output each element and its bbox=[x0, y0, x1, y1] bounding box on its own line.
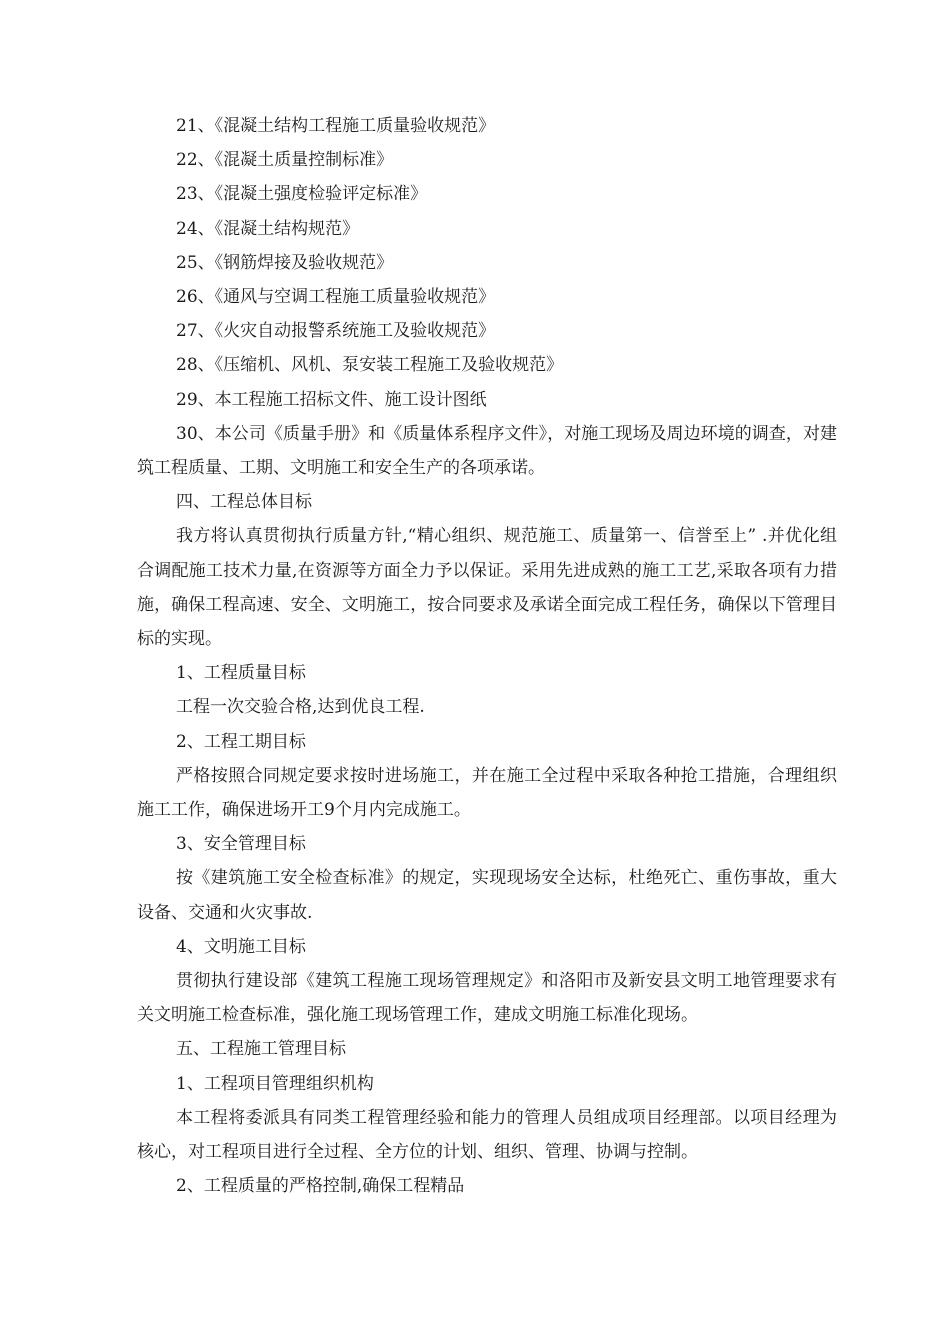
reference-item-26: 26、《通风与空调工程施工质量验收规范》 bbox=[176, 287, 496, 308]
reference-item-21: 21、《混凝土结构工程施工质量验收规范》 bbox=[176, 116, 496, 136]
reference-item-27: 27、《火灾自动报警系统施工及验收规范》 bbox=[176, 321, 496, 342]
body-paragraph: 按《建筑施工安全检查标准》的规定，实现现场安全达标，杜绝死亡、重伤事故，重大设备、交通和火灾事故. bbox=[137, 868, 837, 923]
reference-item-22: 22、《混凝土质量控制标准》 bbox=[176, 150, 394, 171]
body-paragraph: 本工程将委派具有同类工程管理经验和能力的管理人员组成项目经理部。以项目经理为核心，对工程项目进行全过程、全方位的计划、组织、管理、协调与控制。 bbox=[137, 1107, 837, 1163]
reference-item-30: 30、本公司《质量手册》和《质量体系程序文件》，对施工现场及周边环境的调查，对建筑工程质量、工期、文明施工和安全生产的各项承诺。 bbox=[137, 423, 837, 479]
body-paragraph: 贯彻执行建设部《建筑工程施工现场管理规定》和洛阳市及新安县文明工地管理要求有关文明施工检查标准，强化施工现场管理工作，建成文明施工标准化现场。 bbox=[137, 971, 837, 1026]
reference-item-25: 25、《钢筋焊接及验收规范》 bbox=[176, 252, 394, 273]
subheading-civilized-construction-goal: 4、文明施工目标 bbox=[176, 936, 306, 957]
reference-item-28: 28、《压缩机、风机、泵安装工程施工及验收规范》 bbox=[176, 355, 564, 376]
section-heading-5: 五、工程施工管理目标 bbox=[176, 1039, 346, 1060]
reference-item-29: 29、本工程施工招标文件、施工设计图纸 bbox=[176, 389, 487, 410]
body-paragraph: 我方将认真贯彻执行质量方针,“精心组织、规范施工、质量第一、信誉至上” .并优化组合调配施工技术力量,在资源等方面全力予以保证。采用先进成熟的施工工艺,采取各项有力措施，确保工程高速、安全、文明施工，按合同要求及承诺全面完成工程任务，确保以下管理目标的实现。 bbox=[137, 526, 837, 650]
subheading-project-organization: 1、工程项目管理组织机构 bbox=[176, 1073, 374, 1094]
reference-item-23: 23、《混凝土强度检验评定标准》 bbox=[176, 184, 428, 205]
body-paragraph: 工程一次交验合格,达到优良工程. bbox=[176, 697, 425, 718]
reference-item-24: 24、《混凝土结构规范》 bbox=[176, 218, 360, 239]
subheading-safety-goal: 3、安全管理目标 bbox=[176, 834, 306, 855]
document-body bbox=[137, 109, 837, 1204]
section-heading-4: 四、工程总体目标 bbox=[176, 492, 312, 513]
subheading-quality-control: 2、工程质量的严格控制,确保工程精品 bbox=[176, 1176, 465, 1197]
subheading-quality-goal: 1、工程质量目标 bbox=[176, 663, 306, 684]
body-paragraph: 严格按照合同规定要求按时进场施工，并在施工全过程中采取各种抢工措施，合理组织施工工作，确保进场开工9个月内完成施工。 bbox=[137, 765, 837, 821]
subheading-schedule-goal: 2、工程工期目标 bbox=[176, 731, 306, 752]
